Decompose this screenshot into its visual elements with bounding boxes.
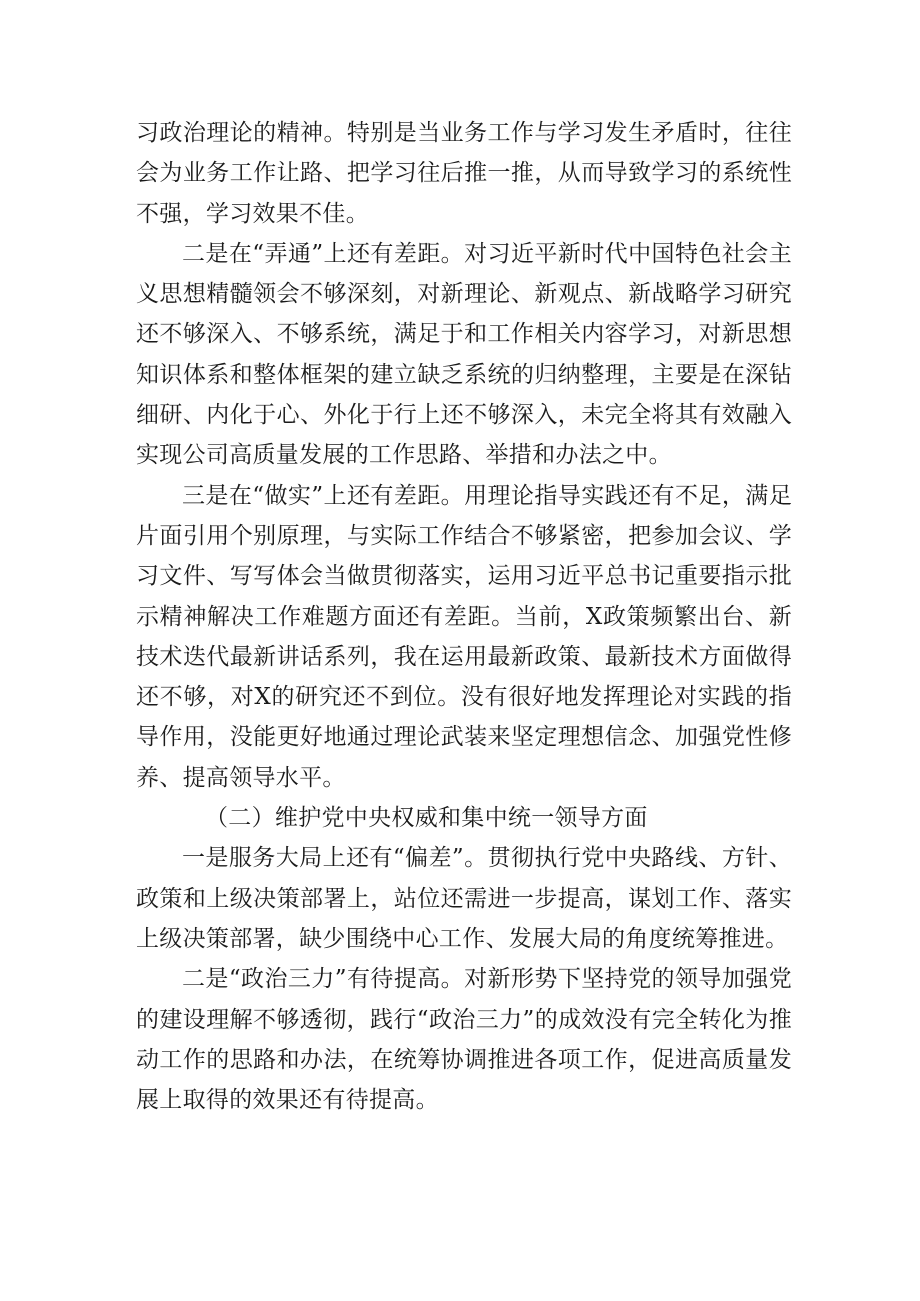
paragraph-overall-situation: 一是服务大局上还有“偏差”。贯彻执行党中央路线、方针、政策和上级决策部署上，站位还需进一步提高，谋划工作、落实上级决策部署，缺少围绕中心工作、发展大局的角度统筹推进。: [136, 845, 792, 952]
section-heading-central-authority: （二）维护党中央权威和集中统一领导方面: [205, 805, 648, 832]
paragraph-study-spirit: 习政治理论的精神。特别是当业务工作与学习发生矛盾时，往往会为业务工作让路、把学习往后推一推，从而导致学习的系统性不强，学习效果不佳。: [136, 120, 792, 227]
paragraph-understanding-gap: 二是在“弄通”上还有差距。对习近平新时代中国特色社会主义思想精髓领会不够深刻，对新理论、新观点、新战略学习研究还不够深入、不够系统，满足于和工作相关内容学习，对新思想知识体系和整体框架的建立缺乏系统的归纳整理，主要是在深钻细研、内化于心、外化于行上还不够深入，未完全将其有效融入实现公司高质量发展的工作思路、举措和办法之中。: [136, 240, 792, 469]
document-body: [136, 113, 792, 1120]
paragraph-political-capacity: 二是“政治三力”有待提高。对新形势下坚持党的领导加强党的建设理解不够透彻，践行“政治三力”的成效没有完全转化为推动工作的思路和办法，在统筹协调推进各项工作，促进高质量发展上取得的效果还有待提高。: [136, 966, 792, 1114]
paragraph-practice-gap: 三是在“做实”上还有差距。用理论指导实践还有不足，满足片面引用个别原理，与实际工作结合不够紧密，把参加会议、学习文件、写写体会当做贯彻落实，运用习近平总书记重要指示批示精神解决工作难题方面还有差距。当前，X政策频繁出台、新技术迭代最新讲话系列，我在运用最新政策、最新技术方面做得还不够，对X的研究还不到位。没有很好地发挥理论对实践的指导作用，没能更好地通过理论武装来坚定理想信念、加强党性修养、提高领导水平。: [136, 482, 792, 791]
